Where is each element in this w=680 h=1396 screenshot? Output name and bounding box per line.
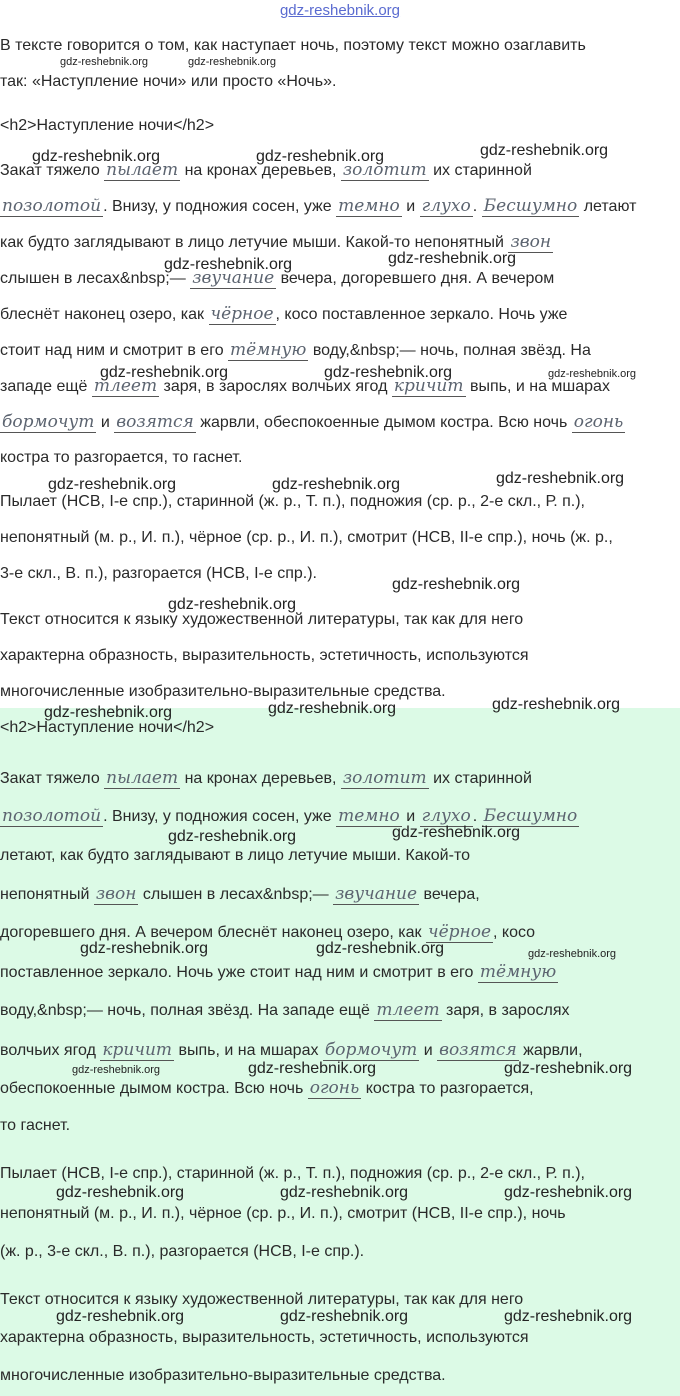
watermark: gdz-reshebnik.org xyxy=(316,940,445,957)
text-line: Закат тяжело пылает на кронах деревьев, золотит их старинной xyxy=(0,160,532,180)
watermark: gdz-reshebnik.org xyxy=(164,256,293,273)
watermark: gdz-reshebnik.org xyxy=(388,250,517,267)
text-line: Текст относится к языку художественной литературы, так как для него xyxy=(0,611,524,628)
watermark: gdz-reshebnik.org xyxy=(48,476,177,493)
watermark: gdz-reshebnik.org xyxy=(496,470,625,487)
watermark: gdz-reshebnik.org xyxy=(44,704,173,721)
text-line: (ж. р., 3-е скл., В. п.), разгорается (НСВ, I-е спр.). xyxy=(0,1243,365,1260)
watermark: gdz-reshebnik.org xyxy=(168,596,297,613)
watermark: gdz-reshebnik.org xyxy=(504,1308,633,1325)
handwritten-word: темно xyxy=(338,196,400,216)
handwritten-word: тлеет xyxy=(93,376,158,396)
heading-markup: <h2>Наступление ночи</h2> xyxy=(0,117,215,134)
watermark: gdz-reshebnik.org xyxy=(504,1184,633,1201)
handwritten-word: огонь xyxy=(309,1078,360,1098)
watermark: gdz-reshebnik.org xyxy=(248,1060,377,1077)
watermark: gdz-reshebnik.org xyxy=(492,696,621,713)
text-line: летают, как будто заглядывают в лицо летучие мыши. Какой-то xyxy=(0,847,470,864)
text-line: костра то разгорается, то гаснет. xyxy=(0,449,243,466)
watermark: gdz-reshebnik.org xyxy=(188,56,277,68)
handwritten-word: возятся xyxy=(439,1040,517,1060)
handwritten-word: звон xyxy=(95,884,137,904)
text-line: непонятный звон слышен в лесах&nbsp;— звучание вечера, xyxy=(0,884,480,904)
handwritten-word: Бесшумно xyxy=(483,196,578,216)
text-line: Пылает (НСВ, I-е спр.), старинной (ж. р., Т. п.), подножия (ср. р., 2-е скл., Р. п.), xyxy=(0,1165,585,1182)
text-line: так: «Наступление ночи» или просто «Ночь». xyxy=(0,73,337,90)
text-line: непонятный (м. р., И. п.), чёрное (ср. р., И. п.), смотрит (НСВ, II-е спр.), ночь (ж. р., xyxy=(0,529,613,546)
handwritten-word: пылает xyxy=(106,768,179,788)
text-line: блеснёт наконец озеро, как чёрное , косо поставленное зеркало. Ночь уже xyxy=(0,304,568,324)
watermark: gdz-reshebnik.org xyxy=(32,148,161,165)
text-line: как будто заглядывают в лицо летучие мыши. Какой-то непонятный звон xyxy=(0,232,552,252)
text-line: непонятный (м. р., И. п.), чёрное (ср. р., И. п.), смотрит (НСВ, II-е спр.), ночь xyxy=(0,1205,566,1222)
watermark: gdz-reshebnik.org xyxy=(392,824,521,841)
handwritten-word: возятся xyxy=(116,412,194,432)
watermark: gdz-reshebnik.org xyxy=(280,1184,409,1201)
watermark: gdz-reshebnik.org xyxy=(56,1308,185,1325)
watermark: gdz-reshebnik.org xyxy=(72,1064,161,1076)
watermark: gdz-reshebnik.org xyxy=(268,700,397,717)
handwritten-word: звучание xyxy=(335,884,418,904)
handwritten-word: чёрное xyxy=(210,304,274,324)
text-line: Текст относится к языку художественной литературы, так как для него xyxy=(0,1291,524,1308)
text-line: то гаснет. xyxy=(0,1117,71,1134)
text-line: характерна образность, выразительность, эстетичность, используются xyxy=(0,1329,529,1346)
handwritten-word: звон xyxy=(510,232,552,252)
text-line: характерна образность, выразительность, эстетичность, используются xyxy=(0,647,529,664)
text-line: западе ещё тлеет заря, в зарослях волчьих ягод кричит выпь, и на мшарах xyxy=(0,376,610,396)
handwritten-word: Бесшумно xyxy=(483,806,578,826)
handwritten-word: темно xyxy=(338,806,400,826)
text-line: В тексте говорится о том, как наступает ночь, поэтому текст можно озаглавить xyxy=(0,37,586,54)
watermark: gdz-reshebnik.org xyxy=(56,1184,185,1201)
handwritten-word: звучание xyxy=(192,268,275,288)
text-line: позолотой . Внизу, у подножия сосен, уже темно и глухо . Бесшумно летают xyxy=(2,196,637,216)
text-line: волчьих ягод кричит выпь, и на мшарах бормочут и возятся жарвли, xyxy=(0,1040,583,1060)
watermark: gdz-reshebnik.org xyxy=(168,828,297,845)
text-line: поставленное зеркало. Ночь уже стоит над ним и смотрит в его тёмную xyxy=(0,962,557,982)
text-line: догоревшего дня. А вечером блеснёт наконец озеро, как чёрное , косо xyxy=(0,922,536,942)
text-line: многочисленные изобразительно-выразительные средства. xyxy=(0,1367,446,1384)
handwritten-word: чёрное xyxy=(428,922,492,942)
handwritten-word: позолотой xyxy=(2,196,102,216)
handwritten-word: бормочут xyxy=(324,1040,418,1060)
text-line: обеспокоенные дымом костра. Всю ночь огонь костра то разгорается, xyxy=(0,1078,534,1098)
handwritten-word: кричит xyxy=(102,1040,173,1060)
text-line: позолотой . Внизу, у подножия сосен, уже темно и глухо . Бесшумно xyxy=(2,806,578,826)
text-line: бормочут и возятся жарвли, обеспокоенные дымом костра. Всю ночь огонь xyxy=(2,412,624,432)
text-line: слышен в лесах&nbsp;— звучание вечера, догоревшего дня. А вечером xyxy=(0,268,555,288)
watermark: gdz-reshebnik.org xyxy=(480,142,609,159)
site-header-link[interactable]: gdz-reshebnik.org xyxy=(279,2,401,19)
text-line: Закат тяжело пылает на кронах деревьев, золотит их старинной xyxy=(0,768,532,788)
text-line: 3-е скл., В. п.), разгорается (НСВ, I-е спр.). xyxy=(0,565,317,582)
watermark: gdz-reshebnik.org xyxy=(392,576,521,593)
watermark: gdz-reshebnik.org xyxy=(60,56,149,68)
text-line: многочисленные изобразительно-выразительные средства. xyxy=(0,683,446,700)
handwritten-word: бормочут xyxy=(2,412,95,432)
handwritten-word: глухо xyxy=(421,806,471,826)
handwritten-word: кричит xyxy=(393,376,464,396)
watermark: gdz-reshebnik.org xyxy=(280,1308,409,1325)
handwritten-word: тлеет xyxy=(376,1000,440,1020)
handwritten-word: пылает xyxy=(106,160,179,180)
text-line: Пылает (НСВ, I-е спр.), старинной (ж. р., Т. п.), подножия (ср. р., 2-е скл., Р. п.), xyxy=(0,493,585,510)
watermark: gdz-reshebnik.org xyxy=(528,948,617,960)
watermark: gdz-reshebnik.org xyxy=(504,1060,633,1077)
watermark: gdz-reshebnik.org xyxy=(548,368,637,380)
handwritten-word: позолотой xyxy=(2,806,102,826)
handwritten-word: тёмную xyxy=(230,340,307,360)
handwritten-word: тёмную xyxy=(479,962,557,982)
watermark: gdz-reshebnik.org xyxy=(100,364,229,381)
watermark: gdz-reshebnik.org xyxy=(324,364,453,381)
heading-markup: <h2>Наступление ночи</h2> xyxy=(0,719,215,736)
handwritten-word: огонь xyxy=(573,412,624,432)
watermark: gdz-reshebnik.org xyxy=(256,148,385,165)
handwritten-word: золотит xyxy=(342,768,427,788)
text-line: стоит над ним и смотрит в его тёмную воду,&nbsp;— ночь, полная звёзд. На xyxy=(0,340,591,360)
handwritten-word: золотит xyxy=(342,160,427,180)
watermark: gdz-reshebnik.org xyxy=(272,476,401,493)
text-line: воду,&nbsp;— ночь, полная звёзд. На западе ещё тлеет заря, в зарослях xyxy=(0,1000,570,1020)
handwritten-word: глухо xyxy=(421,196,471,216)
watermark: gdz-reshebnik.org xyxy=(80,940,209,957)
